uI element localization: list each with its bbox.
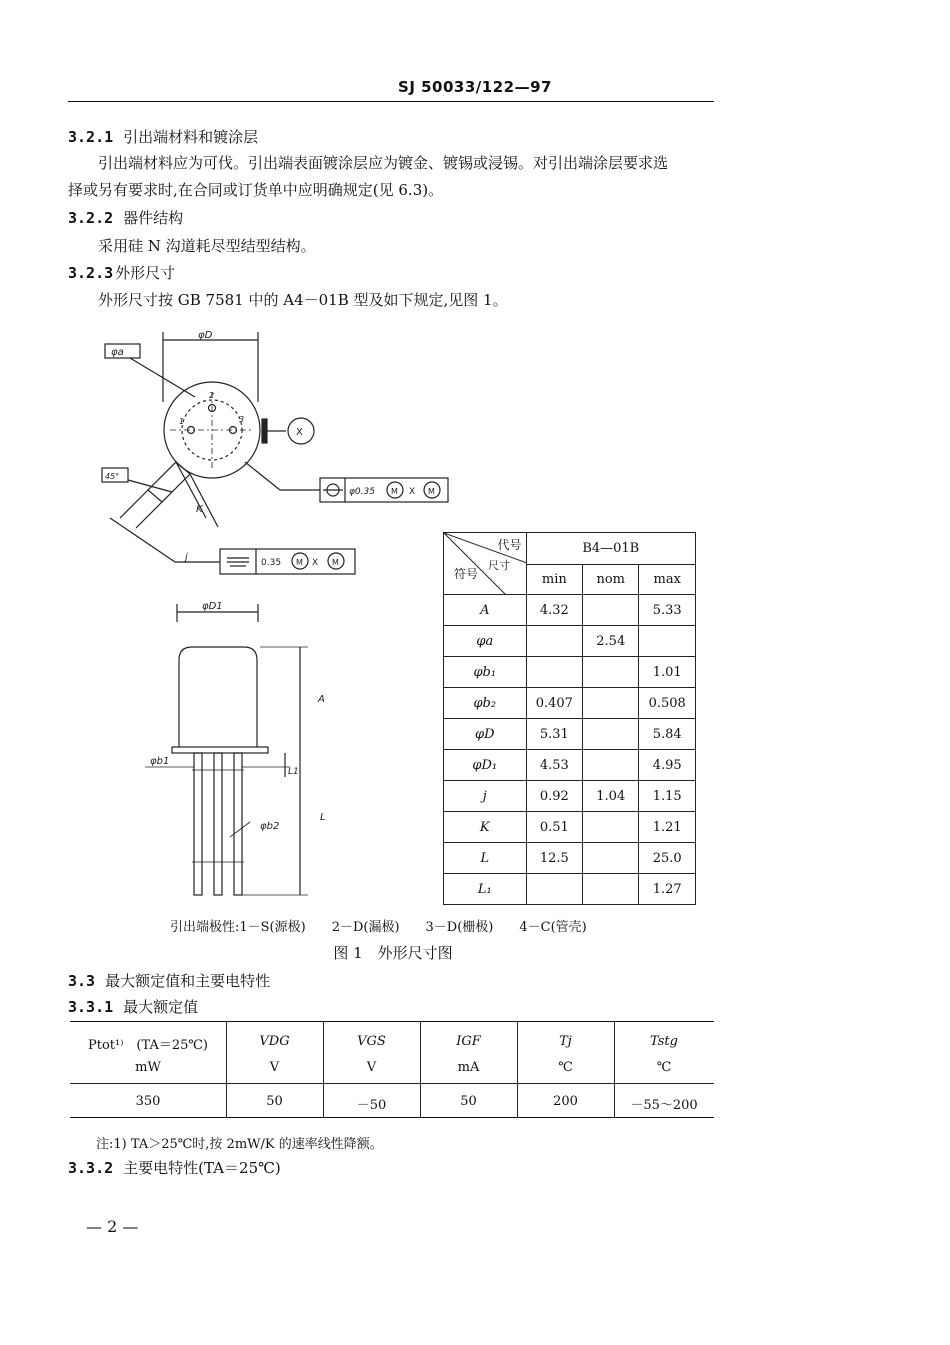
tab <box>148 462 190 502</box>
ratings-value: 200 <box>553 1094 578 1109</box>
section-heading-3-2-3 <box>68 263 175 283</box>
lead-2 <box>214 753 222 895</box>
label-phi-a: φa <box>111 347 124 358</box>
can-body <box>179 647 257 747</box>
flange <box>172 747 268 753</box>
col-header-max: max <box>639 565 696 595</box>
ratings-header-igf: IGF <box>456 1034 481 1049</box>
table-row: φb₁ 1.01 <box>444 657 696 688</box>
label-pin2: 2 <box>209 391 215 400</box>
model-header: B4—01B <box>526 533 695 565</box>
label-phiD: φD <box>198 330 213 341</box>
ratings-unit: V <box>269 1060 280 1075</box>
section-title: 最大额定值和主要电特性 <box>105 972 271 990</box>
col-header-min: min <box>526 565 583 595</box>
paragraph-line: 择或另有要求时,在合同或订货单中应明确规定(见 6.3)。 <box>68 181 444 199</box>
dimension-table <box>443 532 696 905</box>
section-number: 3.3.2 <box>68 1159 114 1177</box>
label-phi-b1: φb1 <box>150 756 170 767</box>
datum-feature <box>262 419 267 443</box>
label-tol1-m1: M <box>391 487 398 496</box>
label-tol1: φ0.35 <box>349 487 375 497</box>
table-row: A 4.32 5.33 <box>444 595 696 626</box>
ratings-value: －50 <box>356 1098 387 1113</box>
outline-drawing <box>90 322 450 907</box>
label-L: L <box>320 812 326 823</box>
label-datum-x: X <box>296 427 303 438</box>
ratings-header-tstg: Tstg <box>650 1034 678 1049</box>
table-row: L 12.5 25.0 <box>444 843 696 874</box>
label-pin3: 3 <box>239 415 245 424</box>
label-phi-b2: φb2 <box>260 821 280 832</box>
ratings-header-vdg: VDG <box>259 1034 290 1049</box>
header-rule <box>68 101 714 102</box>
section-number: 3.2.2 <box>68 209 114 227</box>
lead-3 <box>234 753 242 895</box>
label-k: K <box>196 504 203 515</box>
section-number: 3.2.3 <box>68 264 114 282</box>
paragraph-line: 引出端材料应为可伐。引出端表面镀涂层应为镀金、镀锡或浸锡。对引出端涂层要求选 <box>98 154 669 172</box>
label-tol2-m1: M <box>296 558 303 567</box>
corner-fuhao: 符号 <box>454 567 479 581</box>
table-row: φD 5.31 5.84 <box>444 719 696 750</box>
ratings-unit: ℃ <box>656 1060 672 1075</box>
page-number: — 2 — <box>86 1217 139 1236</box>
ratings-mid-rule <box>70 1083 714 1084</box>
ratings-unit: ℃ <box>558 1060 573 1075</box>
section-heading-3-3-2 <box>68 1158 281 1178</box>
label-tol1-x: X <box>409 487 416 497</box>
corner-cell <box>444 533 527 595</box>
section-title: 引出端材料和镀涂层 <box>123 128 259 146</box>
ratings-header-vgs: VGS <box>357 1034 386 1049</box>
corner-chicun: 尺寸 <box>488 559 510 572</box>
label-tol1-m2: M <box>428 487 435 496</box>
section-title: 主要电特性(TA＝25℃) <box>123 1159 281 1177</box>
label-tol2-x: X <box>312 558 319 568</box>
corner-daihao: 代号 <box>497 538 522 552</box>
table-row: φa 2.54 <box>444 626 696 657</box>
ratings-header-ptot: Ptot¹⁾ (TA＝25℃) <box>87 1038 208 1053</box>
lead-1 <box>194 753 202 895</box>
ratings-unit: mW <box>135 1060 161 1075</box>
section-heading-3-2-1 <box>68 127 258 147</box>
ratings-unit: mA <box>457 1060 480 1075</box>
label-tol2: 0.35 <box>261 558 282 568</box>
ratings-top-rule <box>70 1021 714 1022</box>
ratings-value: －55～200 <box>630 1098 698 1113</box>
table-row: L₁ 1.27 <box>444 874 696 905</box>
section-title: 器件结构 <box>123 209 184 227</box>
pin-polarity-caption: 引出端极性:1－S(源极) 2－D(漏极) 3－D(栅极) 4－C(管壳) <box>170 920 587 935</box>
label-phiD1: φD1 <box>202 601 223 612</box>
ratings-note: 注:1) TA＞25℃时,按 2mW/K 的速率线性降额。 <box>96 1137 383 1152</box>
label-j: j <box>185 552 188 563</box>
section-heading-3-2-2 <box>68 208 183 228</box>
col-header-nom: nom <box>583 565 639 595</box>
figure-caption: 图 1 外形尺寸图 <box>333 944 453 962</box>
document-code: SJ 50033/122—97 <box>398 78 552 96</box>
label-A: A <box>318 694 325 705</box>
table-row: φD₁ 4.53 4.95 <box>444 750 696 781</box>
section-number: 3.3.1 <box>68 998 114 1016</box>
label-angle: 45° <box>105 472 120 481</box>
label-pin1: 1 <box>179 417 185 426</box>
section-title: 最大额定值 <box>123 998 199 1016</box>
section-number: 3.2.1 <box>68 128 114 146</box>
section-title: 外形尺寸 <box>115 264 176 282</box>
ratings-unit: V <box>366 1060 377 1075</box>
ratings-value: 50 <box>460 1094 477 1109</box>
table-row: j 0.92 1.04 1.15 <box>444 781 696 812</box>
ratings-bottom-rule <box>70 1117 714 1118</box>
ratings-value: 350 <box>135 1094 161 1109</box>
label-L1: L1 <box>288 767 299 777</box>
section-heading-3-3 <box>68 971 270 991</box>
ratings-header-tj: Tj <box>559 1034 572 1049</box>
table-row: φb₂ 0.407 0.508 <box>444 688 696 719</box>
paragraph-line: 外形尺寸按 GB 7581 中的 A4－01B 型及如下规定,见图 1。 <box>98 291 508 309</box>
ratings-value: 50 <box>266 1094 283 1109</box>
section-heading-3-3-1 <box>68 997 198 1017</box>
paragraph-line: 采用硅 N 沟道耗尽型结型结构。 <box>98 237 316 255</box>
label-tol2-m2: M <box>332 558 339 567</box>
table-row: K 0.51 1.21 <box>444 812 696 843</box>
section-number: 3.3 <box>68 972 96 990</box>
